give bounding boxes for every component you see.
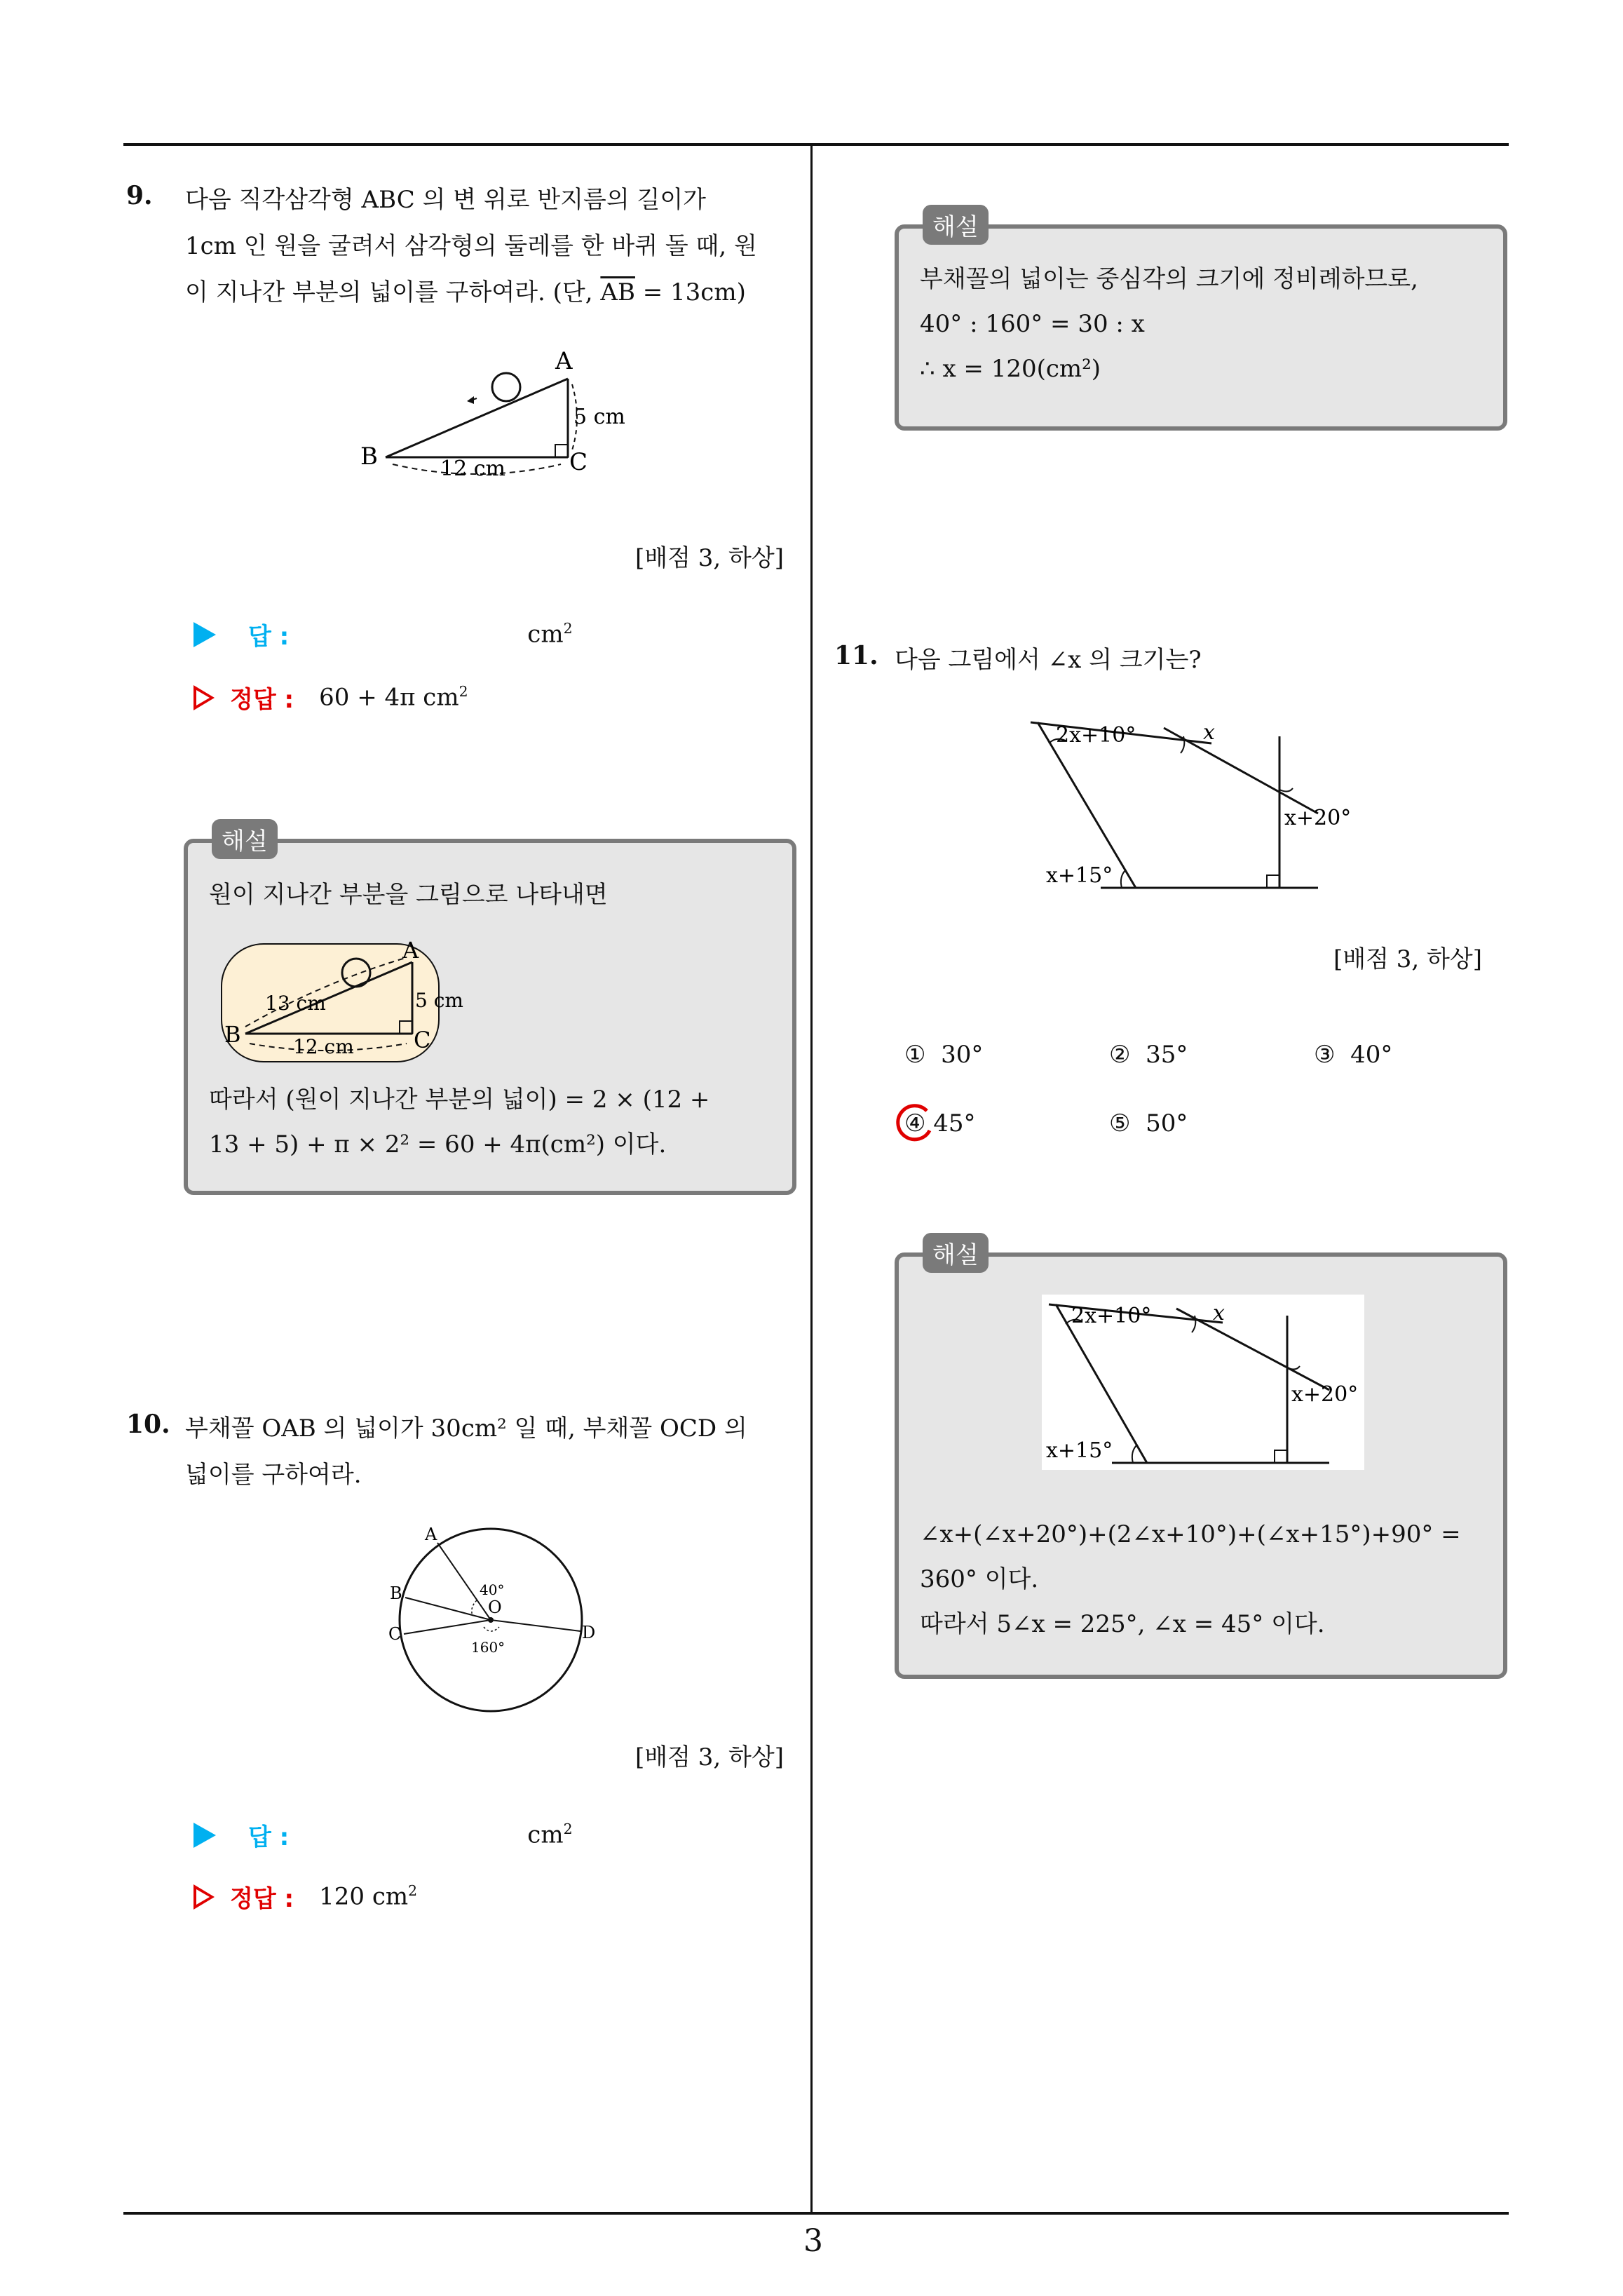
q10-solution-tab: 해설: [923, 205, 989, 245]
q10-line1: 부채꼴 OAB 의 넓이가 30cm² 일 때, 부채꼴 OCD 의: [185, 1414, 747, 1443]
q10-line2: 넓이를 구하여라.: [185, 1461, 362, 1489]
q10-score: [배점 3, 하상]: [635, 1743, 784, 1771]
q9-solution-figure: [209, 920, 475, 1074]
q11-sol-label-a3: x+20°: [1291, 1382, 1359, 1407]
q9-solution-line2: 따라서 (원이 지나간 부분의 넓이) = 2 × (12 +: [209, 1086, 710, 1114]
q10-answer-unit: $cm^2$: [527, 1821, 573, 1849]
q9-sol-label-ab: 13 cm: [265, 992, 326, 1015]
q9-correct-label: 정답 :: [230, 686, 294, 714]
q11-solution-box: [895, 1241, 1507, 1679]
q10-solution-line3: ∴ x = 120(cm²): [920, 355, 1101, 383]
bottom-rule: [123, 2212, 1509, 2215]
q9-sol-label-bc: 12 cm: [293, 1035, 354, 1058]
q11-choice-5[interactable]: ⑤ 50°: [1109, 1109, 1188, 1137]
q9-label-ac: 5 cm: [573, 405, 625, 429]
q11-solution-line1: ∠x+(∠x+20°)+(2∠x+10°)+(∠x+15°)+90° =: [920, 1520, 1461, 1548]
q10-answer-label: 답 :: [248, 1823, 290, 1851]
q9-line1: 다음 직각삼각형 ABC 의 변 위로 반지름의 길이가: [185, 186, 707, 214]
q11-solution-line2: 360° 이다.: [920, 1565, 1039, 1593]
q11-polygon-figure: [1024, 708, 1374, 905]
q11-score: [배점 3, 하상]: [1333, 945, 1482, 973]
q10-label-angle1: 40°: [480, 1581, 505, 1598]
q11-sol-label-a4: x+15°: [1046, 1438, 1113, 1463]
q10-number: 10.: [126, 1410, 170, 1439]
q10-label-c: C: [388, 1624, 402, 1644]
answer-arrow-icon: [193, 622, 216, 647]
q9-sol-label-a: A: [402, 937, 419, 964]
q9-label-b: B: [360, 443, 378, 471]
q9-answer-label: 답 :: [248, 623, 290, 651]
q9-correct-value: 60 + 4π $cm^2$: [319, 683, 468, 712]
q9-sol-label-b: B: [224, 1021, 241, 1048]
correct-arrow-icon: [193, 1884, 215, 1910]
q9-correct-row: [193, 680, 468, 715]
q11-solution-tab: 해설: [923, 1233, 989, 1273]
q10-solution-box: [895, 213, 1507, 431]
q11-solution-line3: 따라서 5∠x = 225°, ∠x = 45° 이다.: [920, 1610, 1325, 1638]
q11-label-a4: x+15°: [1046, 863, 1113, 888]
q10-label-b: B: [390, 1583, 402, 1603]
q10-label-d: D: [582, 1623, 596, 1642]
answer-arrow-icon: [193, 1823, 216, 1848]
page-number: 3: [803, 2223, 823, 2259]
top-rule: [123, 143, 1509, 146]
q9-sol-label-ac: 5 cm: [415, 989, 463, 1012]
q9-solution-box: [184, 828, 796, 1195]
q11-label-a3: x+20°: [1284, 806, 1352, 830]
q11-choice-4[interactable]: ④ 45°: [904, 1109, 976, 1137]
q11-number: 11.: [834, 641, 878, 670]
q9-solution-tab: 해설: [212, 819, 278, 859]
q9-number: 9.: [126, 181, 153, 210]
q11-solution-figure: [1042, 1295, 1364, 1470]
q10-correct-row: [193, 1879, 417, 1914]
q11-choice-1[interactable]: ① 30°: [904, 1041, 984, 1069]
q9-line3: 이 지나간 부분의 넓이를 구하여라. (단, $\overline{AB} = 13cm$): [185, 278, 746, 306]
q11-label-a2: x: [1203, 720, 1215, 745]
q11-sol-label-a1: 2x+10°: [1071, 1304, 1152, 1328]
q11-label-a1: 2x+10°: [1056, 723, 1136, 748]
q10-label-o: O: [488, 1598, 502, 1617]
selected-answer-circle-icon: [890, 1100, 939, 1149]
q10-solution-line1: 부채꼴의 넓이는 중심각의 크기에 정비례하므로,: [920, 265, 1418, 293]
q10-answer-row: [193, 1818, 573, 1852]
q9-label-c: C: [569, 448, 588, 476]
q9-triangle-figure: [351, 344, 645, 491]
q10-circle-figure: [379, 1515, 610, 1718]
q11-choice-3[interactable]: ③ 40°: [1314, 1041, 1393, 1069]
correct-arrow-icon: [193, 685, 215, 710]
q10-correct-label: 정답 :: [230, 1885, 294, 1913]
q9-solution-line1: 원이 지나간 부분을 그림으로 나타내면: [209, 881, 608, 909]
q9-score: [배점 3, 하상]: [635, 544, 784, 572]
q10-correct-value: 120 $cm^2$: [319, 1882, 418, 1911]
q10-solution-line2: 40° : 160° = 30 : x: [920, 310, 1145, 338]
q9-line2: 1cm 인 원을 굴려서 삼각형의 둘레를 한 바퀴 돌 때, 원: [185, 232, 757, 260]
q10-label-angle2: 160°: [471, 1639, 505, 1656]
q10-label-a: A: [425, 1525, 437, 1544]
q9-label-bc: 12 cm: [440, 457, 505, 481]
q9-answer-unit: $cm^2$: [527, 620, 573, 649]
column-divider: [810, 144, 813, 2213]
q9-solution-line3: 13 + 5) + π × 2² = 60 + 4π(cm²) 이다.: [209, 1130, 667, 1159]
q11-sol-label-a2: x: [1213, 1301, 1225, 1325]
q11-choice-2[interactable]: ② 35°: [1109, 1041, 1188, 1069]
q9-answer-row: [193, 617, 573, 651]
q9-sol-label-c: C: [414, 1027, 431, 1053]
q9-label-a: A: [555, 347, 573, 375]
q11-line1: 다음 그림에서 ∠x 의 크기는?: [895, 646, 1202, 674]
